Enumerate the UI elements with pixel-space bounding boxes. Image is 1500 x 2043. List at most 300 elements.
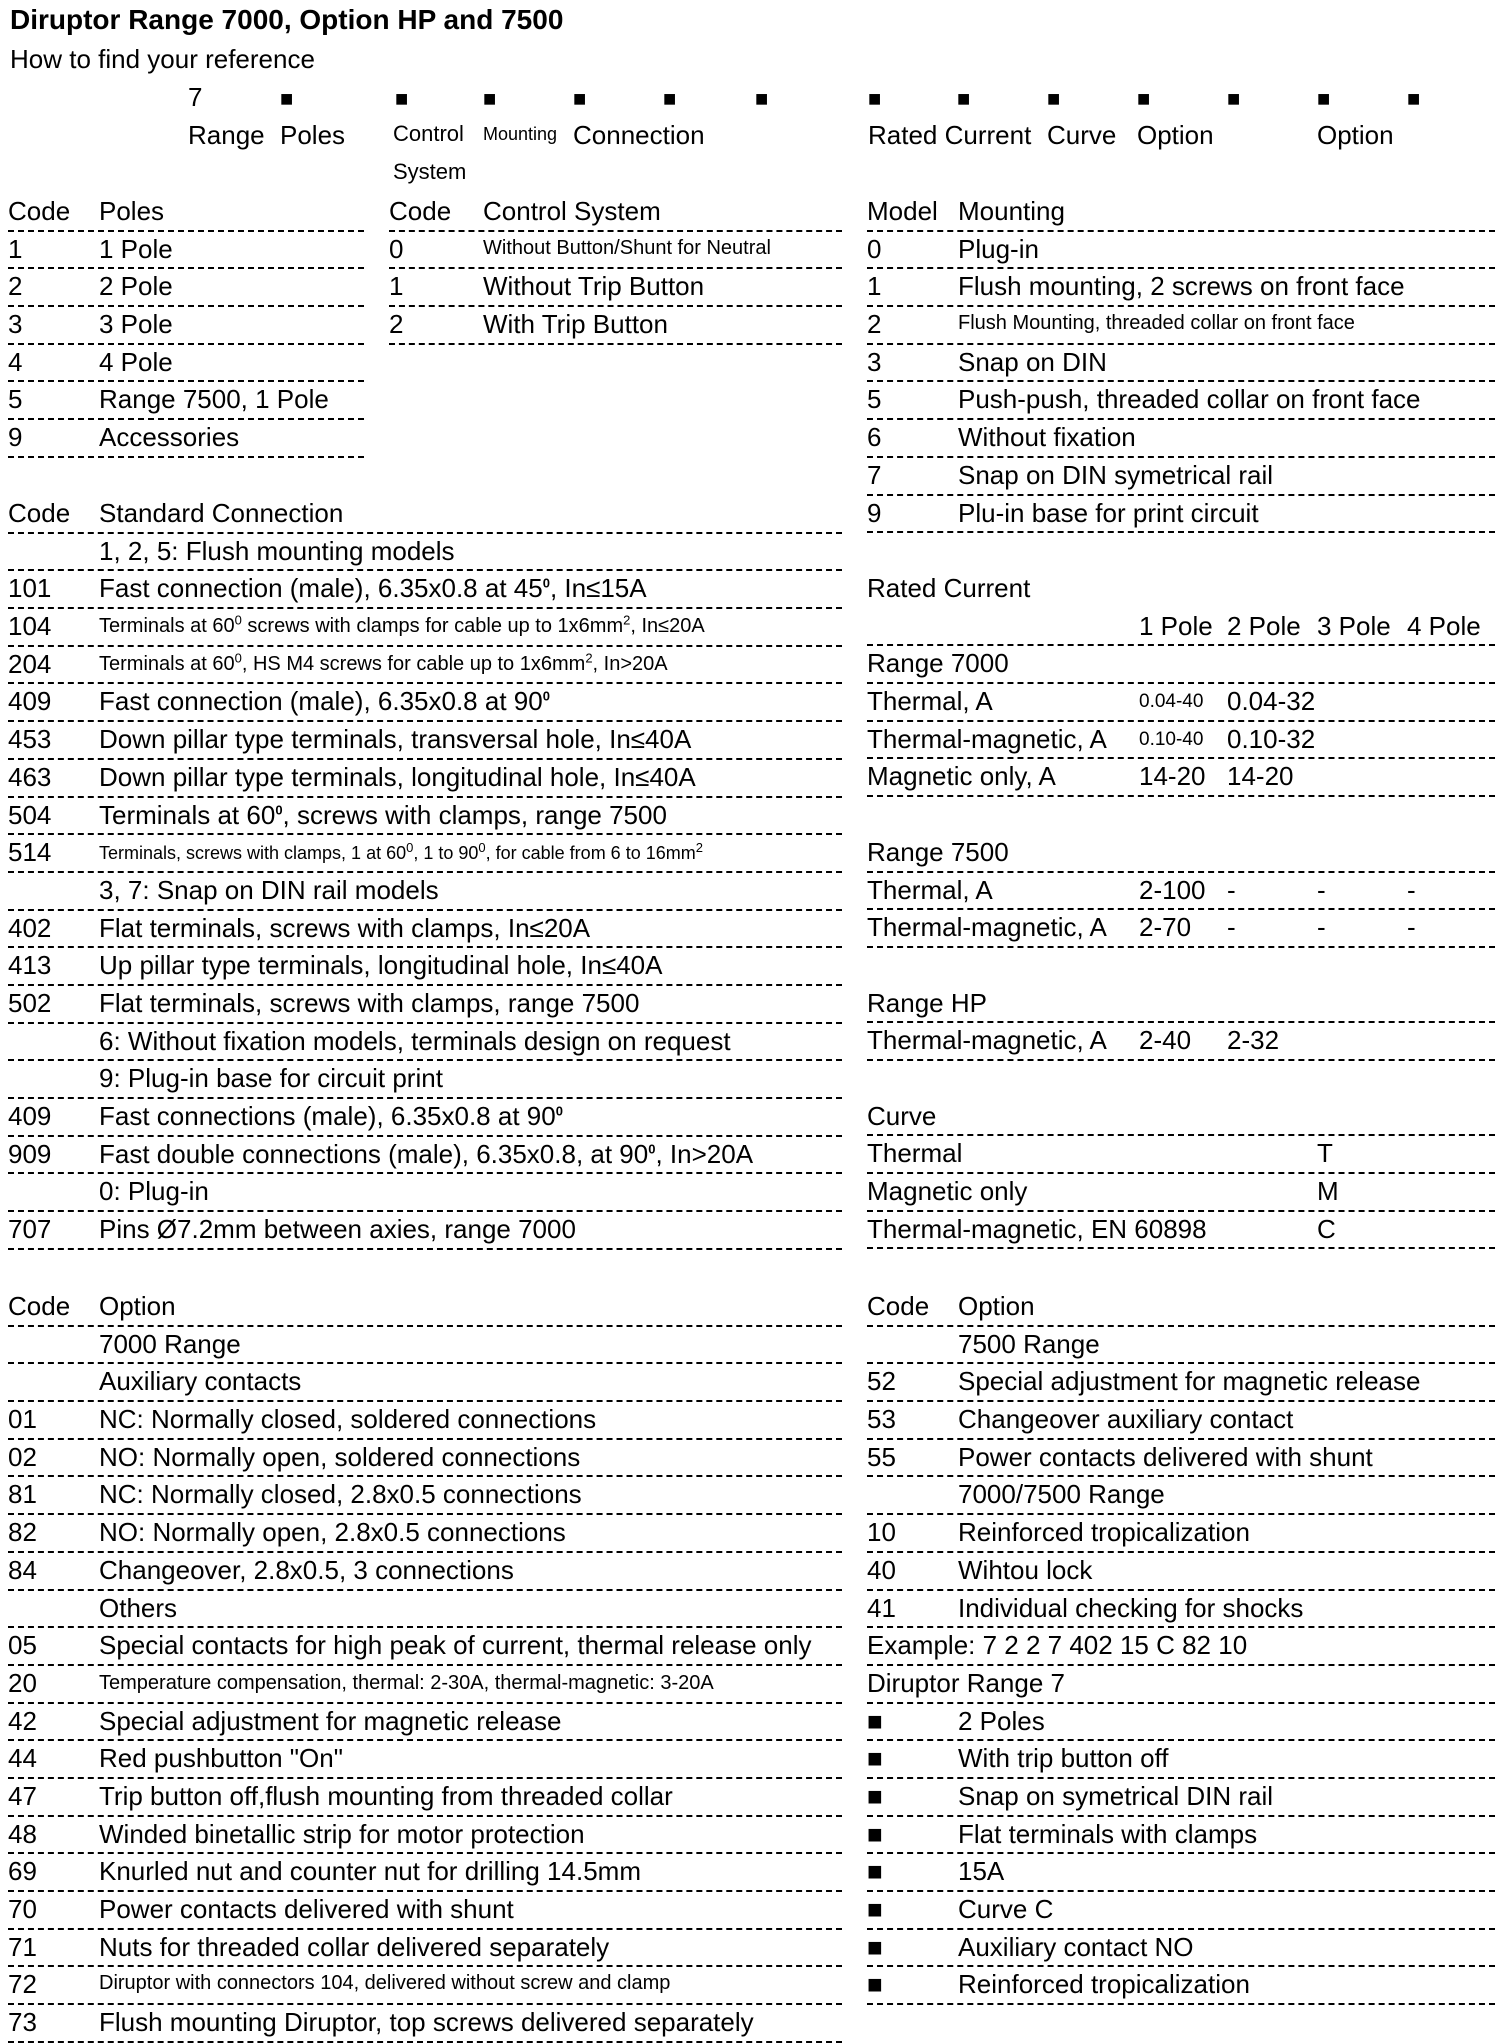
- description-cell: NO: Normally open, soldered connections: [99, 1441, 581, 1472]
- code-cell: 47: [8, 1780, 37, 1811]
- table-row: [867, 232, 1495, 270]
- code-cell: 1: [389, 271, 404, 302]
- table-row: [867, 1591, 1495, 1629]
- rated-current-table: [867, 571, 1495, 1249]
- superscript: 0: [648, 1141, 656, 1157]
- code-cell: 2: [867, 309, 882, 340]
- table-row: [867, 1553, 1495, 1591]
- description-cell: Flush mounting Diruptor, top screws delivered separately: [99, 2007, 754, 2038]
- example-row: [867, 1779, 1495, 1817]
- table-row: [389, 232, 842, 270]
- code-cell: Diruptor Range 7: [867, 1667, 1065, 1698]
- table-row: [8, 1628, 842, 1666]
- code-cell: Magnetic only: [867, 1176, 1028, 1206]
- table-row: [8, 307, 364, 345]
- ref-square: ■: [1137, 86, 1151, 111]
- square-bullet-icon: ■: [867, 1743, 883, 1774]
- section-row: [8, 1174, 842, 1212]
- table-row: [867, 1515, 1495, 1553]
- table-row: [8, 382, 364, 420]
- code-cell: 413: [8, 950, 52, 981]
- table-row: [8, 1930, 842, 1968]
- table-row: [8, 986, 842, 1024]
- code-cell: 84: [8, 1554, 37, 1585]
- code-cell: 101: [8, 573, 52, 604]
- table-row: [867, 345, 1495, 383]
- section-row: [867, 986, 1495, 1024]
- description-cell: 6: Without fixation models, terminals design on request: [99, 1025, 731, 1056]
- section-row: [867, 1327, 1495, 1365]
- superscript: 2: [623, 612, 631, 628]
- table-row: [867, 873, 1495, 911]
- ref-label-rated-current: Rated Current: [868, 120, 1032, 150]
- code-cell: 52: [867, 1366, 896, 1397]
- code-cell: 9: [8, 422, 23, 453]
- superscript: 0: [478, 840, 486, 856]
- ref-square: ■: [868, 86, 882, 111]
- text-fragment: , In≤20A: [630, 615, 705, 638]
- code-cell: 453: [8, 724, 52, 755]
- description-cell: Accessories: [99, 422, 240, 453]
- code-cell: Thermal-magnetic, A: [867, 912, 1107, 943]
- section-row: [8, 1364, 842, 1402]
- code-cell: 05: [8, 1630, 37, 1661]
- table-row: [8, 269, 364, 307]
- table-row: [8, 1440, 842, 1478]
- table-row: [8, 760, 842, 798]
- value-cell: 0.10-32: [1227, 723, 1316, 754]
- code-cell: 504: [8, 799, 52, 830]
- table-row: [867, 382, 1495, 420]
- value-cell: 14-20: [1139, 761, 1206, 792]
- code-cell: 707: [8, 1214, 52, 1245]
- page-subtitle: How to find your reference: [10, 44, 315, 74]
- value-cell: -: [1227, 874, 1236, 905]
- code-cell: Code: [8, 1291, 71, 1321]
- ref-label-option-1: Option: [1137, 120, 1214, 150]
- ref-label-range: Range: [188, 120, 265, 150]
- description-cell: 15A: [958, 1856, 1005, 1887]
- table-row: [8, 345, 364, 383]
- section-row: [8, 873, 842, 911]
- code-cell: 502: [8, 987, 52, 1018]
- table-row: [867, 684, 1495, 722]
- description-cell: Control System: [483, 196, 661, 226]
- code-cell: 104: [8, 611, 52, 642]
- page-title: Diruptor Range 7000, Option HP and 7500: [10, 4, 564, 35]
- table-row: [8, 1402, 842, 1440]
- description-cell: Option: [958, 1291, 1035, 1321]
- description-cell: Power contacts delivered with shunt: [958, 1441, 1373, 1472]
- table-row: [8, 1741, 842, 1779]
- example-row: [867, 1930, 1495, 1968]
- description-cell: Snap on symetrical DIN rail: [958, 1780, 1273, 1811]
- connection-table: [8, 496, 842, 1250]
- ref-label-curve: Curve: [1047, 120, 1117, 150]
- section-title: [867, 571, 1495, 609]
- table-header-row: [8, 496, 842, 534]
- ref-square: ■: [280, 86, 294, 111]
- description-cell: 7000 Range: [99, 1328, 241, 1359]
- superscript: 0: [542, 575, 550, 591]
- description-cell: 0: Plug-in: [99, 1176, 209, 1207]
- description-cell: 1, 2, 5: Flush mounting models: [99, 535, 455, 566]
- table-row: [8, 1892, 842, 1930]
- value-cell: M: [1317, 1176, 1339, 1206]
- table-row: [8, 1515, 842, 1553]
- poles-table: [8, 194, 364, 458]
- code-cell: 909: [8, 1138, 52, 1169]
- description-cell: [99, 1139, 753, 1170]
- code-cell: Thermal-magnetic, A: [867, 1025, 1107, 1056]
- description-cell: Without fixation: [958, 422, 1136, 453]
- code-cell: 1: [867, 271, 882, 302]
- code-cell: Code: [389, 196, 452, 226]
- table-row: [8, 722, 842, 760]
- code-cell: 82: [8, 1517, 37, 1548]
- value-cell: 0.10-40: [1139, 728, 1204, 750]
- code-cell: Range HP: [867, 987, 987, 1018]
- table-row: [8, 1477, 842, 1515]
- option-table-right: [867, 1289, 1495, 2005]
- description-cell: NC: Normally closed, 2.8x0.5 connections: [99, 1479, 582, 1510]
- ref-square: ■: [1407, 86, 1421, 111]
- ref-square: ■: [755, 86, 769, 111]
- code-cell: 1: [8, 233, 23, 264]
- description-cell: Auxiliary contacts: [99, 1366, 302, 1397]
- table-row: [8, 1099, 842, 1137]
- superscript: 0: [542, 688, 550, 704]
- description-cell: Flat terminals, screws with clamps, range 7500: [99, 987, 640, 1018]
- ref-square: ■: [957, 86, 971, 111]
- table-row: [8, 647, 842, 685]
- code-cell: 70: [8, 1894, 37, 1924]
- text-fragment: , HS M4 screws for cable up to 1x6mm: [241, 652, 586, 675]
- section-row: [8, 1061, 842, 1099]
- description-cell: Down pillar type terminals, transversal hole, In≤40A: [99, 724, 692, 755]
- table-row: [867, 1212, 1495, 1250]
- table-row: [867, 1023, 1495, 1061]
- code-cell: Range 7500: [867, 836, 1009, 867]
- table-row: [8, 1967, 842, 2005]
- value-cell: -: [1407, 874, 1416, 905]
- ref-square: ■: [1227, 86, 1241, 111]
- description-cell: Red pushbutton "On": [99, 1743, 343, 1774]
- code-cell: 2: [8, 271, 23, 302]
- description-cell: Pins Ø7.2mm between axies, range 7000: [99, 1214, 576, 1245]
- table-row: [8, 948, 842, 986]
- text-fragment: screws with clamps for cable up to 1x6mm: [241, 615, 624, 638]
- table-row: [867, 1402, 1495, 1440]
- code-cell: Model: [867, 196, 938, 226]
- description-cell: Without Button/Shunt for Neutral: [483, 236, 771, 259]
- description-cell: Option: [99, 1291, 176, 1321]
- value-cell: 14-20: [1227, 761, 1294, 792]
- text-fragment: Fast connections (male), 6.35x0.8 at 90: [99, 1101, 556, 1131]
- ref-square: ■: [395, 86, 409, 111]
- table-row: [867, 1440, 1495, 1478]
- table-row: [8, 1137, 842, 1175]
- table-header-row: [8, 194, 364, 232]
- code-cell: 3: [8, 309, 23, 340]
- description-cell: Power contacts delivered with shunt: [99, 1894, 514, 1924]
- square-bullet-icon: ■: [867, 1931, 883, 1962]
- text-fragment: Fast connection (male), 6.35x0.8 at 90: [99, 686, 543, 717]
- square-bullet-icon: ■: [867, 1780, 883, 1811]
- ref-square: ■: [1317, 86, 1331, 111]
- value-cell: 0.04-32: [1227, 686, 1316, 717]
- ref-label-system: System: [393, 159, 467, 184]
- table-row: [8, 1779, 842, 1817]
- superscript: 0: [275, 801, 283, 817]
- text-fragment: Terminals at 60: [99, 652, 235, 675]
- description-cell: Individual checking for shocks: [958, 1592, 1304, 1623]
- description-cell: [99, 1101, 563, 1132]
- table-row: [867, 496, 1495, 534]
- table-row: [867, 1174, 1495, 1212]
- description-cell: Mounting: [958, 196, 1065, 226]
- square-bullet-icon: ■: [867, 1969, 883, 2000]
- square-bullet-icon: ■: [867, 1818, 883, 1849]
- ref-square: ■: [483, 86, 497, 111]
- mounting-table: [867, 194, 1495, 533]
- table-header-row: [867, 609, 1495, 647]
- ref-label-control: Control: [393, 121, 464, 146]
- table-row: [867, 722, 1495, 760]
- description-cell: Snap on DIN symetrical rail: [958, 459, 1273, 490]
- table-row: [867, 759, 1495, 797]
- code-cell: 40: [867, 1554, 896, 1585]
- text-fragment: Terminals, screws with clamps, 1 at 60: [99, 843, 407, 864]
- description-cell: Poles: [99, 196, 165, 226]
- description-cell: Special adjustment for magnetic release: [958, 1366, 1421, 1397]
- table-row: [8, 1817, 842, 1855]
- code-cell: 20: [8, 1667, 37, 1698]
- table-row: [8, 232, 364, 270]
- example-row: [867, 1817, 1495, 1855]
- value-cell: -: [1407, 912, 1416, 943]
- code-cell: 409: [8, 686, 52, 717]
- square-bullet-icon: ■: [867, 1856, 883, 1887]
- description-cell: [99, 612, 705, 638]
- spacer-row: [867, 948, 1495, 986]
- table-row: [8, 609, 842, 647]
- control-system-table: [389, 194, 842, 345]
- table-header-row: [389, 194, 842, 232]
- table-row: [8, 835, 842, 873]
- description-cell: [99, 686, 550, 717]
- description-cell: Flush Mounting, threaded collar on front face: [958, 312, 1355, 335]
- table-row: [8, 1666, 842, 1704]
- example-row: [867, 1704, 1495, 1742]
- table-row: [389, 307, 842, 345]
- description-cell: With trip button off: [958, 1743, 1169, 1774]
- table-row: [867, 269, 1495, 307]
- text-fragment: Terminals at 60: [99, 799, 276, 830]
- description-cell: NC: Normally closed, soldered connections: [99, 1404, 597, 1435]
- table-header-row: [8, 1289, 842, 1327]
- value-cell: 3 Pole: [1317, 610, 1391, 641]
- table-row: [8, 1212, 842, 1250]
- value-cell: 2-100: [1139, 874, 1206, 905]
- superscript: 2: [695, 840, 703, 856]
- text-fragment: Fast double connections (male), 6.35x0.8, at 90: [99, 1138, 649, 1169]
- example-row: [867, 1892, 1495, 1930]
- ref-label-mounting: Mounting: [483, 124, 558, 144]
- example-row: [867, 1967, 1495, 2005]
- value-cell: 2-70: [1139, 912, 1192, 943]
- code-cell: Code: [8, 196, 71, 226]
- code-cell: 0: [389, 233, 404, 264]
- code-cell: Thermal, A: [867, 874, 993, 905]
- ref-first-digit: 7: [188, 82, 203, 112]
- text-fragment: , In>20A: [592, 652, 668, 675]
- description-cell: 1 Pole: [99, 233, 173, 264]
- section-row: [867, 835, 1495, 873]
- example-title: Example: 7 2 2 7 402 15 C 82 10: [867, 1630, 1248, 1661]
- description-cell: Auxiliary contact NO: [958, 1931, 1194, 1962]
- code-cell: Thermal, A: [867, 686, 993, 717]
- code-cell: 73: [8, 2007, 37, 2038]
- spacer-row: [867, 1061, 1495, 1099]
- code-cell: 5: [8, 384, 23, 415]
- code-cell: Magnetic only, A: [867, 761, 1056, 792]
- table-row: [8, 798, 842, 836]
- table-row: [8, 420, 364, 458]
- code-cell: Rated Current: [867, 573, 1031, 603]
- superscript: 0: [555, 1103, 563, 1119]
- description-cell: Snap on DIN: [958, 346, 1107, 377]
- description-cell: Changeover, 2.8x0.5, 3 connections: [99, 1554, 514, 1585]
- ref-label-poles: Poles: [280, 120, 346, 150]
- code-cell: 01: [8, 1404, 37, 1435]
- code-cell: 72: [8, 1969, 37, 2000]
- code-cell: 41: [867, 1592, 896, 1623]
- description-cell: Temperature compensation, thermal: 2-30A, thermal-magnetic: 3-20A: [99, 1671, 714, 1694]
- description-cell: Plu-in base for print circuit: [958, 497, 1259, 528]
- code-cell: 42: [8, 1705, 37, 1736]
- code-cell: 71: [8, 1931, 37, 1962]
- description-cell: 7000/7500 Range: [958, 1479, 1165, 1510]
- code-cell: 55: [867, 1441, 896, 1472]
- table-row: [867, 910, 1495, 948]
- description-cell: Trip button off,flush mounting from threaded collar: [99, 1780, 673, 1811]
- value-cell: 1 Pole: [1139, 610, 1213, 641]
- text-fragment: , In≤15A: [549, 573, 647, 604]
- code-cell: 81: [8, 1479, 37, 1510]
- section-row: [867, 1099, 1495, 1137]
- description-cell: Reinforced tropicalization: [958, 1969, 1250, 2000]
- value-cell: -: [1317, 874, 1326, 905]
- code-cell: 44: [8, 1743, 37, 1774]
- code-cell: 3: [867, 346, 882, 377]
- description-cell: NO: Normally open, 2.8x0.5 connections: [99, 1517, 566, 1548]
- table-row: [8, 1704, 842, 1742]
- table-row: [867, 1136, 1495, 1174]
- description-cell: 2 Pole: [99, 271, 173, 302]
- value-cell: 2-40: [1139, 1025, 1192, 1056]
- section-row: [8, 534, 842, 572]
- table-row: [867, 307, 1495, 345]
- code-cell: 204: [8, 648, 52, 679]
- table-row: [8, 2005, 842, 2043]
- code-cell: Thermal-magnetic, EN 60898: [867, 1213, 1207, 1244]
- description-cell: Others: [99, 1592, 178, 1623]
- description-cell: Diruptor with connectors 104, delivered without screw and clamp: [99, 1972, 671, 1995]
- description-cell: Winded binetallic strip for motor protection: [99, 1818, 585, 1849]
- description-cell: Wihtou lock: [958, 1554, 1093, 1585]
- text-fragment: , for cable from 6 to 16mm: [485, 843, 696, 864]
- code-cell: 7: [867, 459, 882, 490]
- value-cell: 0.04-40: [1139, 691, 1204, 713]
- section-row: [8, 1024, 842, 1062]
- example-row: [867, 1854, 1495, 1892]
- description-cell: Curve C: [958, 1894, 1054, 1924]
- description-cell: Up pillar type terminals, longitudinal hole, In≤40A: [99, 950, 663, 981]
- text-fragment: , 1 to 90: [413, 843, 479, 864]
- code-cell: 402: [8, 912, 52, 943]
- example-row: [867, 1741, 1495, 1779]
- ref-square: ■: [663, 86, 677, 111]
- code-cell: 0: [867, 233, 882, 264]
- code-cell: 10: [867, 1517, 896, 1548]
- description-cell: Nuts for threaded collar delivered separately: [99, 1931, 610, 1962]
- description-cell: [99, 573, 647, 604]
- description-cell: [99, 650, 668, 676]
- description-cell: Knurled nut and counter nut for drilling 14.5mm: [99, 1856, 641, 1887]
- code-cell: 69: [8, 1856, 37, 1887]
- example-title-row: [867, 1628, 1495, 1666]
- table-row: [8, 571, 842, 609]
- description-cell: Reinforced tropicalization: [958, 1517, 1250, 1548]
- square-bullet-icon: ■: [867, 1705, 883, 1736]
- value-cell: 2 Pole: [1227, 610, 1301, 641]
- description-cell: Plug-in: [958, 233, 1039, 264]
- code-cell: 5: [867, 384, 882, 415]
- description-cell: Changeover auxiliary contact: [958, 1404, 1294, 1435]
- superscript: 0: [406, 840, 414, 856]
- description-cell: 4 Pole: [99, 346, 173, 377]
- table-row: [867, 458, 1495, 496]
- code-cell: Code: [8, 498, 71, 528]
- description-cell: Special contacts for high peak of current, thermal release only: [99, 1630, 812, 1661]
- code-cell: 53: [867, 1404, 896, 1435]
- ref-square: ■: [1047, 86, 1061, 111]
- text-fragment: Fast connection (male), 6.35x0.8 at 45: [99, 573, 543, 604]
- code-cell: 48: [8, 1818, 37, 1849]
- description-cell: Without Trip Button: [483, 271, 705, 302]
- code-cell: 6: [867, 422, 882, 453]
- value-cell: 4 Pole: [1407, 610, 1481, 641]
- code-cell: 409: [8, 1101, 52, 1131]
- code-cell: 9: [867, 497, 882, 528]
- description-cell: [99, 800, 667, 831]
- description-cell: Special adjustment for magnetic release: [99, 1705, 562, 1736]
- description-cell: Range 7500, 1 Pole: [99, 384, 329, 415]
- description-cell: Push-push, threaded collar on front face: [958, 384, 1421, 415]
- description-cell: 9: Plug-in base for circuit print: [99, 1063, 443, 1094]
- code-cell: 514: [8, 837, 52, 868]
- description-cell: Standard Connection: [99, 498, 344, 528]
- square-bullet-icon: ■: [867, 1894, 883, 1924]
- code-cell: 4: [8, 346, 23, 377]
- table-row: [8, 1553, 842, 1591]
- code-cell: Thermal-magnetic, A: [867, 723, 1107, 754]
- table-header-row: [867, 1289, 1495, 1327]
- code-cell: Code: [867, 1291, 930, 1321]
- spacer-row: [867, 797, 1495, 835]
- value-cell: 2-32: [1227, 1025, 1280, 1056]
